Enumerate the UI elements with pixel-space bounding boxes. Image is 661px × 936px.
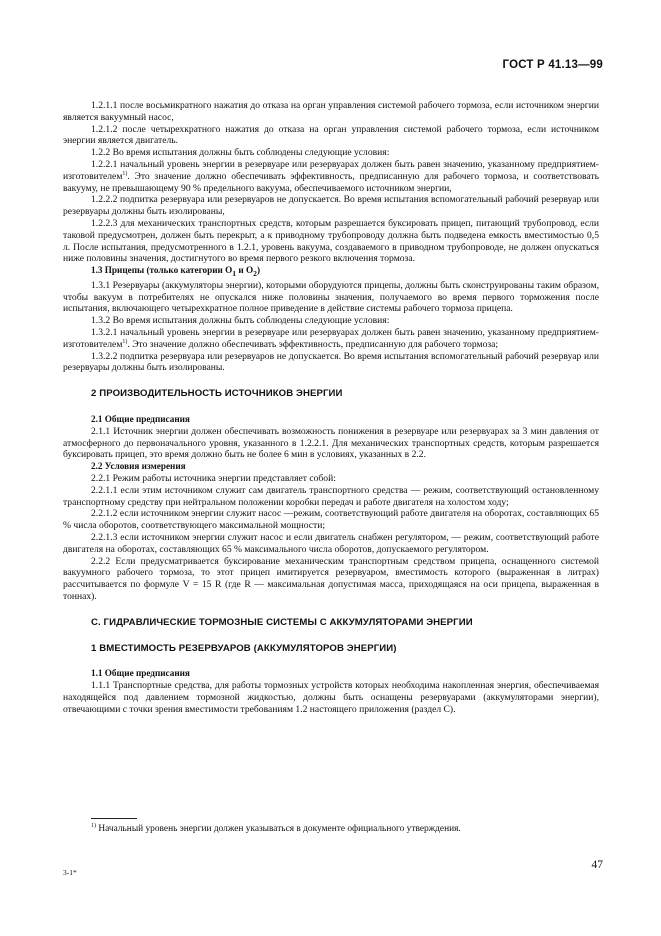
subsection-heading: 2.2 Условия измерения [91,461,186,472]
paragraph: 1.3.2.2 подпитка резервуара или резервуаров не допускается. Во время испытания вспомогательный рабочий резервуар или резервуары должны быть изолированы. [63,350,599,374]
paragraph: 1.2.1.1 после восьмикратного нажатия до отказа на орган управления системой рабочего тормоза, если источником энергии является вакуумный насос, [63,100,599,123]
subsection-heading: 2.1 Общие предписания [91,413,190,424]
paragraph: 1.2.1.2 после четырехкратного нажатия до отказа на орган управления системой рабочего тормоза, если источником энергии является двигатель. [63,123,599,147]
paragraph: 1.3.1 Резервуары (аккумуляторы энергии), которыми оборудуются прицепы, должны быть сконструированы таким образом, чтобы вакуум в потребителях не опускался ниже половины значения, получаемого во время первого торможения после испытания, включающего четырехкратное полное приведение в действие системы рабочего тормоза прицепа. [63,279,599,315]
paragraph: 2.2.2 Если предусматривается буксирование механическим транспортным средством прицепа, оснащенного системой вакуумного рабочего тормоза, то этот прицеп имитируется резервуаром, вместимость которого (выраженная в литрах) рассчитывается по формуле V = 15 R (где R — максимальная допустимая масса, приходящаяся на оси прицепа, выраженная в тоннах). [63,555,599,602]
paragraph [63,159,599,194]
paragraph: 2.1.1 Источник энергии должен обеспечивать возможность понижения в резервуаре или резервуарах за 3 мин давления от атмосферного до первоначального уровня, указанного в 1.2.2.1. Для механических транспортных средств, которым разрешается буксировать прицеп, это время должно быть не более 6 мин в условиях, указанных в 2.2. [63,425,599,461]
subscript: 1 [232,268,237,278]
footnote-divider [91,818,137,819]
subsection-heading: 1.1 Общие предписания [91,668,190,679]
paragraph: 2.2.1.2 если источником энергии служит насос —режим, соответствующий работе двигателя на оборотах, составляющих 65 % числа оборотов, соответствующего максимальной мощности; [63,508,599,532]
page-number: 47 [591,859,603,871]
standard-header: ГОСТ Р 41.13—99 [502,59,603,71]
paragraph-text: . Это значение должно обеспечивать эффективность, предписанную для рабочего тормоза, и соответствовать вакууму, не превышающему 90 % предельного вакуума, обеспечиваемого источником энергии, [63,170,599,194]
paragraph: 1.2.2.2 подпитка резервуара или резервуаров не допускается. Во время испытания вспомогательный рабочий резервуар или резервуары должны быть изолированы, [63,194,599,218]
section-heading: 1 ВМЕСТИМОСТЬ РЕЗЕРВУАРОВ (АККУМУЛЯТОРОВ ЭНЕРГИИ) [91,642,397,654]
paragraph: 1.2.2.3 для механических транспортных средств, которым разрешается буксировать прицеп, питающий трубопровод, если таковой предусмотрен, должен быть перекрыт, а к приводному трубопроводу должна быть подведена емкость вместимостью 0,5 л. После испытания, предусмотренного в 1.2.1, уровень вакуума, создаваемого в приводном трубопроводе, не должен опускаться ниже половины значения, достигнутого во время первого резкого включения тормоза. [63,217,599,265]
sheet-code: 3-1* [63,868,77,877]
paragraph-text: 1.2.2.1 начальный уровень энергии в резервуаре или резервуарах должен быть равен значению, указанному предприятием-изготовителем [63,158,599,182]
subsection-heading [63,265,599,280]
footnote-text: Начальный уровень энергии должен указываться в документе официального утверждения. [96,824,461,834]
footnote-ref: 1) [122,338,128,345]
paragraph: 1.3.2 Во время испытания должны быть соблюдены следующие условия: [91,315,390,327]
paragraph: 2.2.1.1 если этим источником служит сам двигатель транспортного средства — режим, соответствующий остановленному транспортному средству при нейтральном положении коробки передач и работе двигателя на холостом ходу; [63,484,599,508]
paragraph-text: . Это значение должно обеспечивать эффективность, предписанную для рабочего тормоза; [127,338,499,350]
paragraph: 2.2.1 Режим работы источника энергии представляет собой: [91,472,336,484]
paragraph: 2.2.1.3 если источником энергии служит насос и если двигатель снабжен регулятором, — режим, соответствующий работе двигателя на оборотах, составляющих 65 % максимального числа оборотов, допускаемого регулятором. [63,531,599,555]
heading-text: ) [256,265,261,276]
paragraph: 1.1.1 Транспортные средства, для работы тормозных устройств которых необходима накопленная энергия, обеспечиваемая находящейся под давлением тормозной жидкостью, должны быть оснащены резервуарами (аккумуляторами энергии), отвечающими с точки зрения вместимости требованиям 1.2 настоящего приложения (раздел С). [63,680,599,715]
footnote-marker: 1) [91,822,96,829]
heading-text: и O [236,265,254,276]
paragraph-text: 1.3.2.1 начальный уровень энергии в резервуаре или резервуарах должен быть равен значению, указанному предприятием-изготовителем [63,326,599,350]
heading-text: 1.3 Прицепы (только категории O [91,265,233,276]
footnote-ref: 1) [122,170,128,177]
subscript: 2 [253,268,257,278]
paragraph [63,327,599,351]
section-heading: 2 ПРОИЗВОДИТЕЛЬНОСТЬ ИСТОЧНИКОВ ЭНЕРГИИ [91,388,343,400]
section-heading: С. ГИДРАВЛИЧЕСКИЕ ТОРМОЗНЫЕ СИСТЕМЫ С АККУМУЛЯТОРАМИ ЭНЕРГИИ [91,616,473,628]
paragraph: 1.2.2 Во время испытания должны быть соблюдены следующие условия: [91,147,390,159]
footnote [91,824,591,835]
document-body [63,100,599,715]
